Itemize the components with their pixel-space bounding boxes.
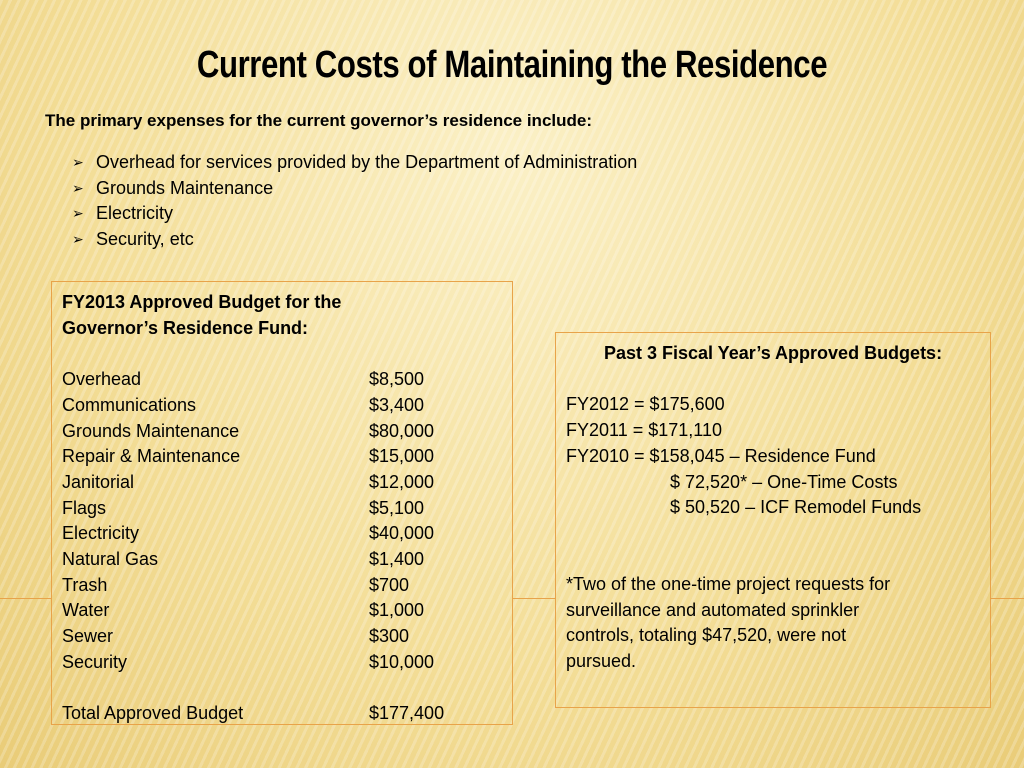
divider-line-left — [0, 598, 51, 599]
table-row: Overhead $8,500 — [62, 369, 425, 390]
table-row: Sewer $300 — [62, 626, 410, 647]
fy2011-line: FY2011 = $171,110 — [566, 420, 722, 441]
past-budgets-box — [555, 332, 991, 708]
list-item: ➢ Electricity — [72, 201, 637, 227]
footnote: *Two of the one-time project requests for surveillance and automated sprinkler controls, totaling $47,520, were not pursued. — [566, 573, 891, 672]
arrow-bullet-icon: ➢ — [72, 154, 84, 170]
budget-heading-line2: Governor’s Residence Fund: — [62, 317, 309, 338]
page-title: Current Costs of Maintaining the Residence — [196, 44, 828, 86]
arrow-bullet-icon: ➢ — [72, 205, 84, 221]
arrow-bullet-icon: ➢ — [72, 230, 84, 247]
table-row: Flags $5,100 — [62, 497, 425, 518]
list-item: ➢ Grounds Maintenance — [72, 176, 637, 202]
expense-bullet-list — [72, 150, 637, 252]
list-item: ➢ Overhead for services provided by the Department of Administration — [72, 150, 637, 176]
arrow-bullet-icon: ➢ — [72, 179, 84, 196]
subtitle: The primary expenses for the current governor’s residence include: — [45, 111, 593, 130]
table-row: Water $1,000 — [62, 600, 425, 621]
table-row: Grounds Maintenance $80,000 — [62, 420, 435, 441]
budget-heading-line1: FY2013 Approved Budget for the — [62, 292, 342, 312]
divider-line-middle — [513, 598, 555, 599]
table-row: Security $10,000 — [62, 651, 435, 672]
table-row: Electricity $40,000 — [62, 523, 435, 544]
divider-line-right — [991, 598, 1024, 599]
table-row: Janitorial $12,000 — [62, 471, 435, 492]
table-row: Repair & Maintenance $15,000 — [62, 446, 435, 467]
total-row: Total Approved Budget $177,400 — [62, 703, 445, 724]
table-row: Communications $3,400 — [62, 394, 425, 415]
list-item: ➢ Security, etc — [72, 227, 637, 253]
table-row: Trash $700 — [62, 574, 410, 595]
fy2010-icf-line: $ 50,520 – ICF Remodel Funds — [670, 497, 922, 518]
past-budgets-heading: Past 3 Fiscal Year’s Approved Budgets: — [603, 343, 943, 363]
table-row: Natural Gas $1,400 — [62, 549, 425, 570]
fy2010-onetime-line: $ 72,520* – One-Time Costs — [670, 471, 898, 492]
fy2012-line: FY2012 = $175,600 — [566, 394, 725, 415]
fy2013-budget-box — [51, 281, 513, 725]
fy2010-line: FY2010 = $158,045 – Residence Fund — [566, 445, 876, 466]
